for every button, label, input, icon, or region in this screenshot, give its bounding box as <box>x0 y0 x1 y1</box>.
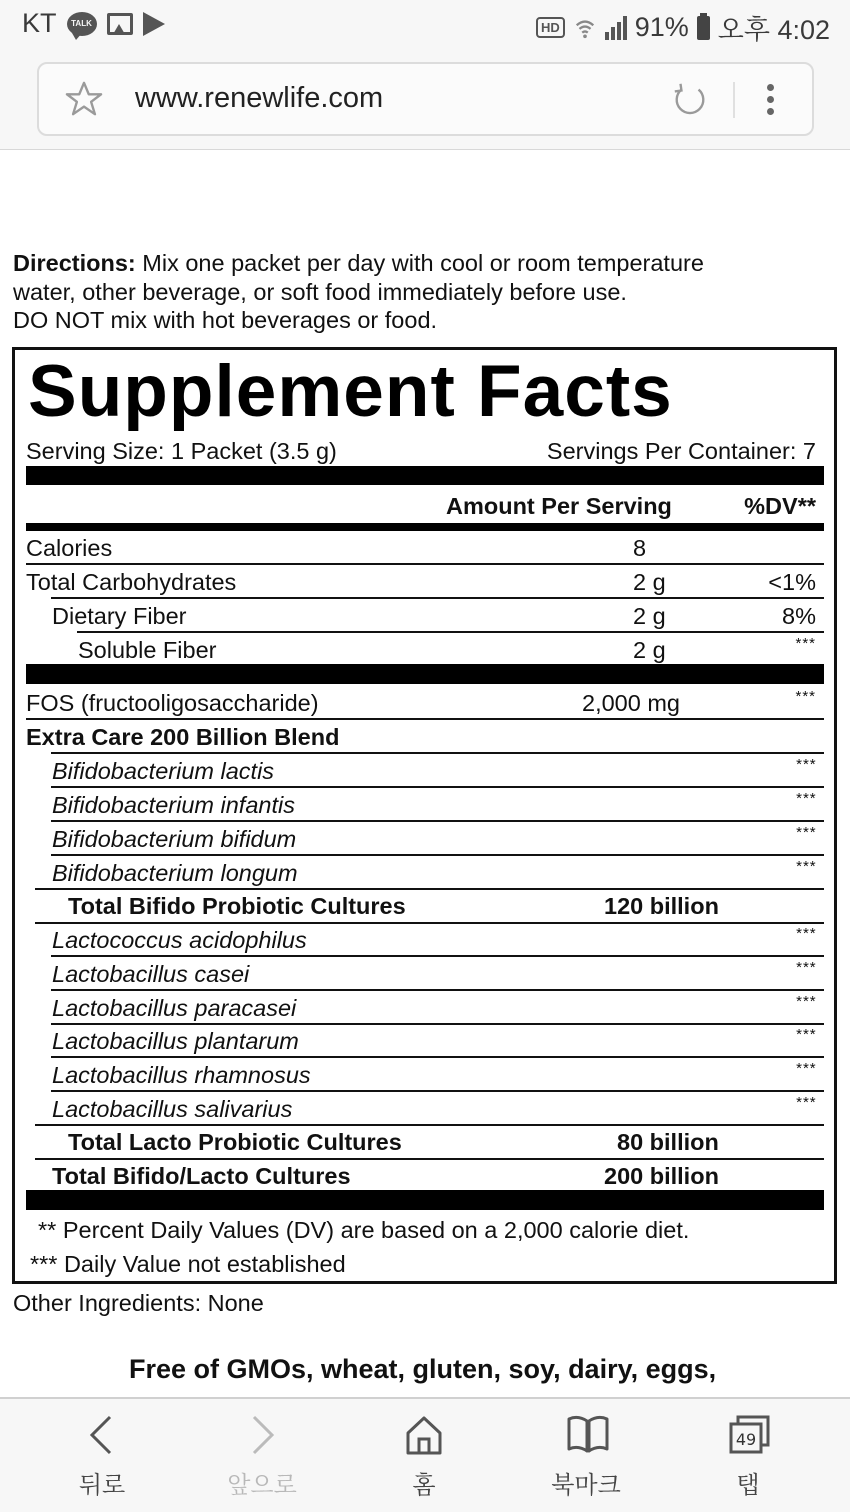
row-divider <box>35 888 824 890</box>
amount-header: Amount Per Serving <box>446 493 672 519</box>
hd-voice-icon: HD <box>536 17 565 38</box>
other-ingredients: Other Ingredients: None <box>13 1290 264 1316</box>
kakaotalk-icon: TALK <box>67 12 97 36</box>
nutrient-amount: 8 <box>633 535 647 561</box>
blend-title: Extra Care 200 Billion Blend <box>26 724 340 750</box>
battery-icon <box>697 16 710 40</box>
web-content[interactable] <box>0 151 850 1397</box>
status-bar-left <box>22 8 165 39</box>
url-text[interactable]: www.renewlife.com <box>135 82 384 114</box>
tabs-icon <box>728 1413 772 1457</box>
row-divider <box>35 922 824 924</box>
home-icon <box>404 1413 444 1457</box>
directions-line-2: water, other beverage, or soft food immediately before use. <box>13 278 627 305</box>
strain-dv: *** <box>795 1094 816 1111</box>
dv-header: %DV** <box>744 493 816 519</box>
row-divider <box>51 1023 824 1025</box>
row-divider <box>35 1158 824 1160</box>
row-divider <box>51 752 824 754</box>
wifi-icon <box>573 16 597 40</box>
carrier-label: KT <box>22 8 57 38</box>
row-divider <box>51 854 824 856</box>
nutrient-label: Dietary Fiber <box>52 603 187 629</box>
nutrient-amount: 2,000 mg <box>582 690 680 716</box>
strain-label: Lactobacillus paracasei <box>52 995 297 1021</box>
thick-divider <box>26 466 824 485</box>
strain-label: Lactobacillus plantarum <box>52 1028 299 1054</box>
back-label: 뒤로 <box>78 1471 126 1499</box>
more-options-icon[interactable] <box>767 84 775 116</box>
footnote-text: *** Daily Value not established <box>30 1251 346 1277</box>
strain-dv: *** <box>795 824 816 841</box>
strain-label: Bifidobacterium longum <box>52 860 298 886</box>
row-divider <box>51 820 824 822</box>
nutrient-amount: 2 g <box>633 637 666 663</box>
play-store-icon <box>143 12 165 36</box>
total-amount: 200 billion <box>604 1163 719 1189</box>
nutrient-label: FOS (fructooligosaccharide) <box>26 690 319 716</box>
row-divider <box>51 1090 824 1092</box>
nutrient-amount: 2 g <box>633 569 666 595</box>
strain-dv: *** <box>795 925 816 942</box>
total-label: Total Bifido/Lacto Cultures <box>52 1163 351 1189</box>
row-divider <box>26 563 824 565</box>
clock: 오후 4:02 <box>717 15 830 45</box>
total-label: Total Bifido Probiotic Cultures <box>68 893 406 919</box>
total-amount: 120 billion <box>604 893 719 919</box>
back-button[interactable] <box>42 1399 162 1512</box>
directions-line-1: Mix one packet per day with cool or room temperature <box>142 250 704 276</box>
status-bar-right <box>536 8 830 47</box>
strain-label: Bifidobacterium lactis <box>52 758 275 784</box>
tabs-label: 탭 <box>736 1471 760 1499</box>
tabs-button[interactable] <box>688 1399 808 1512</box>
address-bar[interactable] <box>37 62 814 136</box>
browser-toolbar <box>0 52 850 150</box>
home-button[interactable] <box>364 1399 484 1512</box>
row-divider <box>51 786 824 788</box>
row-divider <box>77 631 824 633</box>
bookmark-star-icon[interactable] <box>65 80 103 118</box>
total-amount: 80 billion <box>617 1129 719 1155</box>
signal-icon <box>605 16 627 40</box>
supplement-facts-title: Supplement Facts <box>28 351 673 432</box>
home-label: 홈 <box>412 1471 436 1499</box>
supplement-facts-panel <box>12 347 837 1284</box>
directions-line-3: DO NOT mix with hot beverages or food. <box>13 307 438 333</box>
strain-dv: *** <box>795 1026 816 1043</box>
row-divider <box>51 597 824 599</box>
browser-bottom-nav <box>0 1397 850 1512</box>
reload-icon[interactable] <box>671 81 709 119</box>
row-divider <box>51 955 824 957</box>
nutrient-dv: 8% <box>782 603 816 629</box>
strain-label: Lactococcus acidophilus <box>52 927 307 953</box>
nutrient-label: Total Carbohydrates <box>26 569 237 595</box>
row-divider <box>35 1124 824 1126</box>
url-separator <box>733 82 735 118</box>
forward-label: 앞으로 <box>227 1471 297 1499</box>
footnote-text: ** Percent Daily Values (DV) are based on a 2,000 calorie diet. <box>38 1217 690 1243</box>
strain-label: Lactobacillus rhamnosus <box>52 1062 311 1088</box>
gallery-icon <box>107 13 133 35</box>
status-bar <box>0 0 850 52</box>
nutrient-dv: *** <box>795 635 816 652</box>
strain-dv: *** <box>795 858 816 875</box>
tab-count: 49 <box>735 1430 757 1449</box>
strain-dv: *** <box>795 959 816 976</box>
chevron-right-icon <box>242 1413 282 1457</box>
row-divider <box>26 718 824 720</box>
nutrient-label: Soluble Fiber <box>78 637 217 663</box>
total-label: Total Lacto Probiotic Cultures <box>68 1129 402 1155</box>
chevron-left-icon <box>82 1413 122 1457</box>
directions-text <box>13 249 833 335</box>
nutrient-dv: <1% <box>768 569 816 595</box>
bookmarks-button[interactable] <box>526 1399 646 1512</box>
medium-divider <box>26 523 824 531</box>
free-of-statement: Free of GMOs, wheat, gluten, soy, dairy, eggs, <box>129 1354 717 1384</box>
forward-button[interactable] <box>202 1399 322 1512</box>
directions-label: Directions: <box>13 250 136 276</box>
nutrient-amount: 2 g <box>633 603 666 629</box>
strain-label: Bifidobacterium infantis <box>52 792 295 818</box>
row-divider <box>51 989 824 991</box>
strain-dv: *** <box>795 1060 816 1077</box>
strain-label: Bifidobacterium bifidum <box>52 826 297 852</box>
nutrient-label: Calories <box>26 535 113 561</box>
strain-dv: *** <box>795 790 816 807</box>
battery-percent: 91% <box>634 12 689 42</box>
thick-divider <box>26 664 824 684</box>
strain-label: Lactobacillus casei <box>52 961 250 987</box>
bookmarks-label: 북마크 <box>551 1471 621 1499</box>
serving-size: Serving Size: 1 Packet (3.5 g) <box>26 438 337 464</box>
strain-label: Lactobacillus salivarius <box>52 1096 293 1122</box>
strain-dv: *** <box>795 756 816 773</box>
nutrient-dv: *** <box>795 688 816 705</box>
strain-dv: *** <box>795 993 816 1010</box>
row-divider <box>51 1056 824 1058</box>
thick-divider <box>26 1190 824 1210</box>
servings-per-container: Servings Per Container: 7 <box>546 438 816 464</box>
book-open-icon <box>566 1413 610 1457</box>
